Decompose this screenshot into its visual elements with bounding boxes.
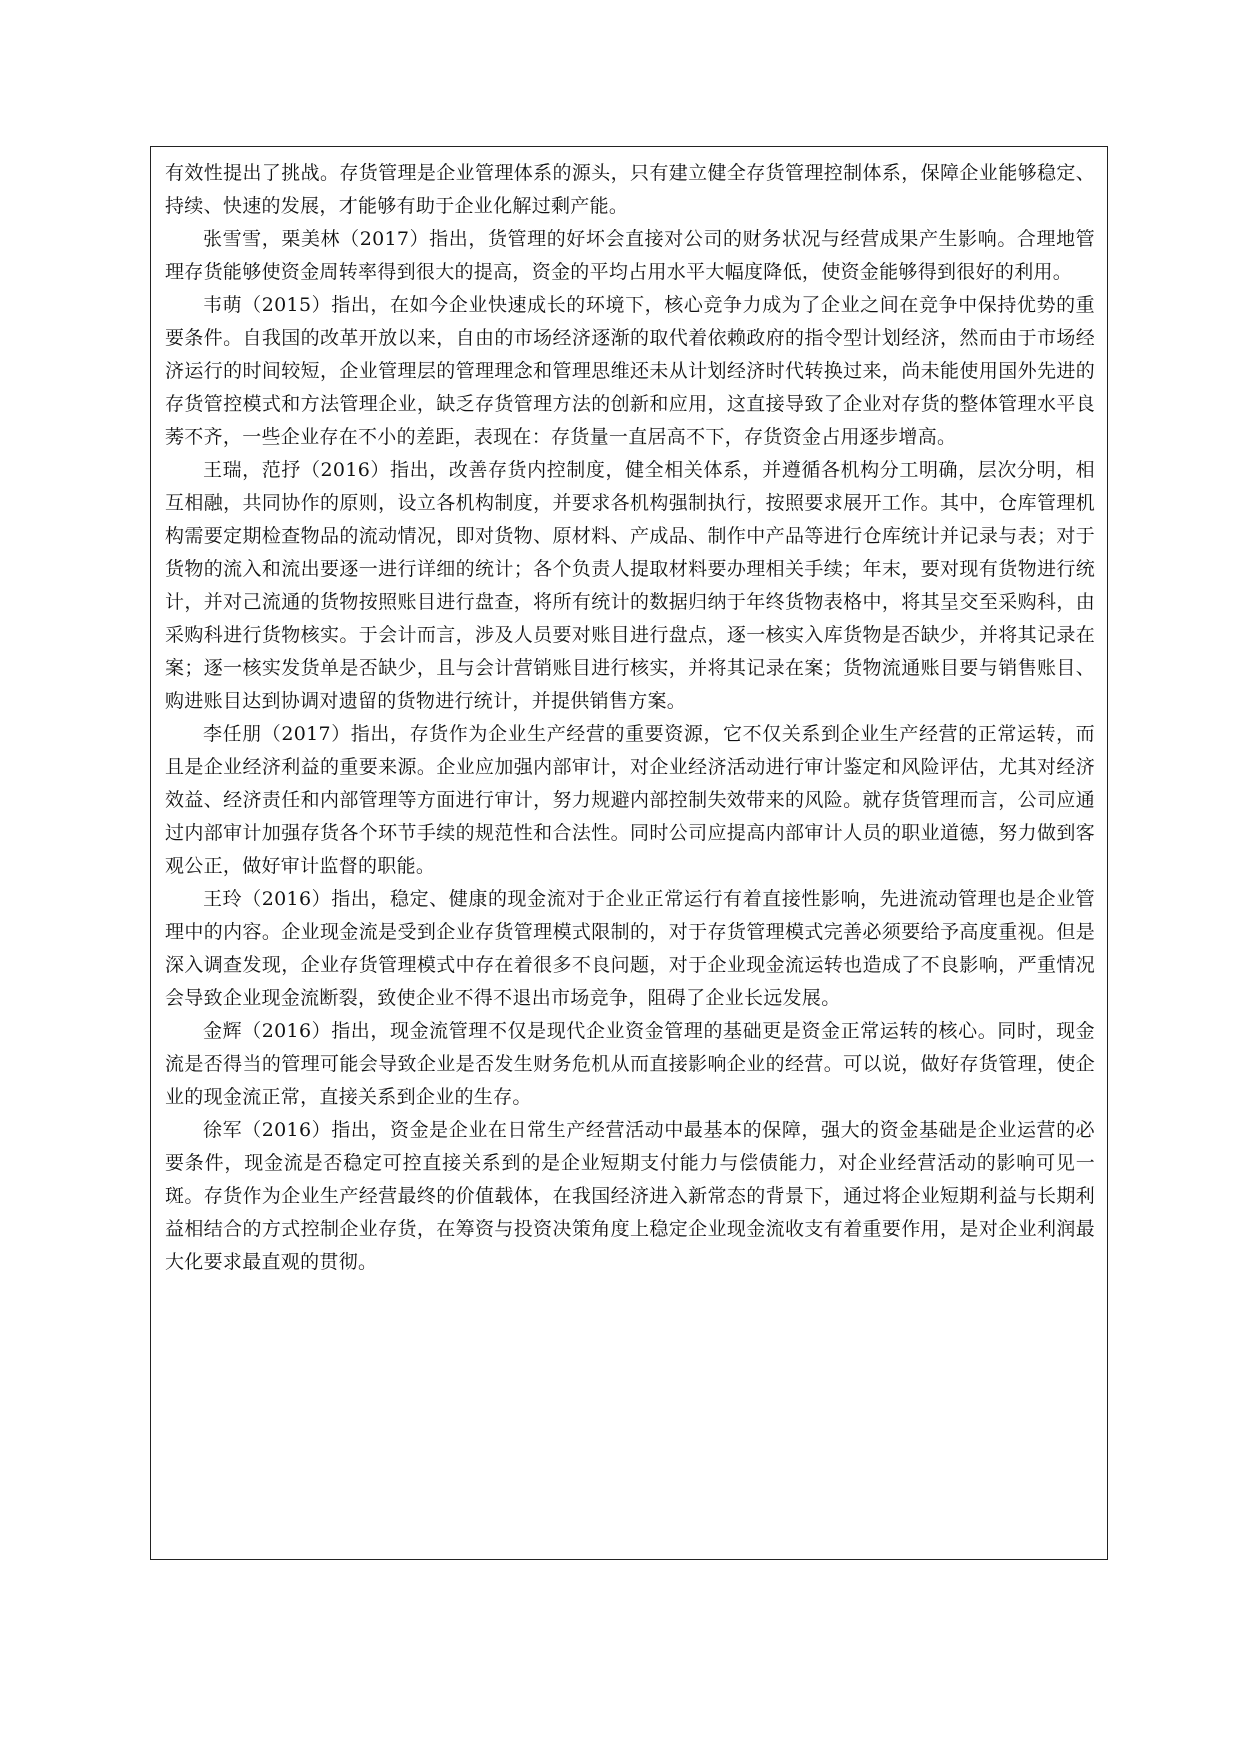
paragraph-wang-ling: 王玲（2016）指出，稳定、健康的现金流对于企业正常运行有着直接性影响，先进流动管理也是企业管理中的内容。企业现金流是受到企业存货管理模式限制的，对于存货管理模式完善必须要给予高度重视。但是深入调查发现，企业存货管理模式中存在着很多不良问题，对于企业现金流运转也造成了不良影响，严重情况会导致企业现金流断裂，致使企业不得不退出市场竞争，阻碍了企业长远发展。	[165, 888, 1095, 1009]
paragraph-li-renpeng: 李任朋（2017）指出，存货作为企业生产经营的重要资源，它不仅关系到企业生产经营的正常运转，而且是企业经济利益的重要来源。企业应加强内部审计，对企业经济活动进行审计鉴定和风险评估，尤其对经济效益、经济责任和内部管理等方面进行审计，努力规避内部控制失效带来的风险。就存货管理而言，公司应通过内部审计加强存货各个环节手续的规范性和合法性。同时公司应提高内部审计人员的职业道德，努力做到客观公正，做好审计监督的职能。	[165, 723, 1095, 877]
paragraph-continuation: 有效性提出了挑战。存货管理是企业管理体系的源头，只有建立健全存货管理控制体系，保障企业能够稳定、持续、快速的发展，才能够有助于企业化解过剩产能。	[165, 162, 1095, 217]
paragraph-xu-jun: 徐军（2016）指出，资金是企业在日常生产经营活动中最基本的保障，强大的资金基础是企业运营的必要条件，现金流是否稳定可控直接关系到的是企业短期支付能力与偿债能力，对企业经营活动的影响可见一斑。存货作为企业生产经营最终的价值载体，在我国经济进入新常态的背景下，通过将企业短期利益与长期利益相结合的方式控制企业存货，在筹资与投资决策角度上稳定企业现金流收支有着重要作用，是对企业利润最大化要求最直观的贯彻。	[165, 1119, 1095, 1273]
paragraph-zhang-xuexue: 张雪雪，栗美林（2017）指出，货管理的好坏会直接对公司的财务状况与经营成果产生影响。合理地管理存货能够使资金周转率得到很大的提高，资金的平均占用水平大幅度降低，使资金能够得到很好的利用。	[165, 228, 1095, 283]
document-frame	[150, 146, 1108, 1560]
paragraph-wang-rui: 王瑞，范抒（2016）指出，改善存货内控制度，健全相关体系，并遵循各机构分工明确，层次分明，相互相融，共同协作的原则，设立各机构制度，并要求各机构强制执行，按照要求展开工作。其中，仓库管理机构需要定期检查物品的流动情况，即对货物、原材料、产成品、制作中产品等进行仓库统计并记录与表；对于货物的流入和流出要逐一进行详细的统计；各个负责人提取材料要办理相关手续；年末，要对现有货物进行统计，并对己流通的货物按照账目进行盘查，将所有统计的数据归纳于年终货物表格中，将其呈交至采购科，由采购科进行货物核实。于会计而言，涉及人员要对账目进行盘点，逐一核实入库货物是否缺少，并将其记录在案；逐一核实发货单是否缺少，且与会计营销账目进行核实，并将其记录在案；货物流通账目要与销售账目、购进账目达到协调对遗留的货物进行统计，并提供销售方案。	[165, 459, 1095, 712]
paragraph-wei-meng: 韦萌（2015）指出，在如今企业快速成长的环境下，核心竞争力成为了企业之间在竞争中保持优势的重要条件。自我国的改革开放以来，自由的市场经济逐渐的取代着依赖政府的指令型计划经济，然而由于市场经济运行的时间较短，企业管理层的管理理念和管理思维还未从计划经济时代转换过来，尚未能使用国外先进的存货管控模式和方法管理企业，缺乏存货管理方法的创新和应用，这直接导致了企业对存货的整体管理水平良莠不齐，一些企业存在不小的差距，表现在：存货量一直居高不下，存货资金占用逐步增高。	[165, 294, 1095, 448]
paragraph-jin-hui: 金辉（2016）指出，现金流管理不仅是现代企业资金管理的基础更是资金正常运转的核心。同时，现金流是否得当的管理可能会导致企业是否发生财务危机从而直接影响企业的经营。可以说，做好存货管理，使企业的现金流正常，直接关系到企业的生存。	[165, 1020, 1095, 1108]
